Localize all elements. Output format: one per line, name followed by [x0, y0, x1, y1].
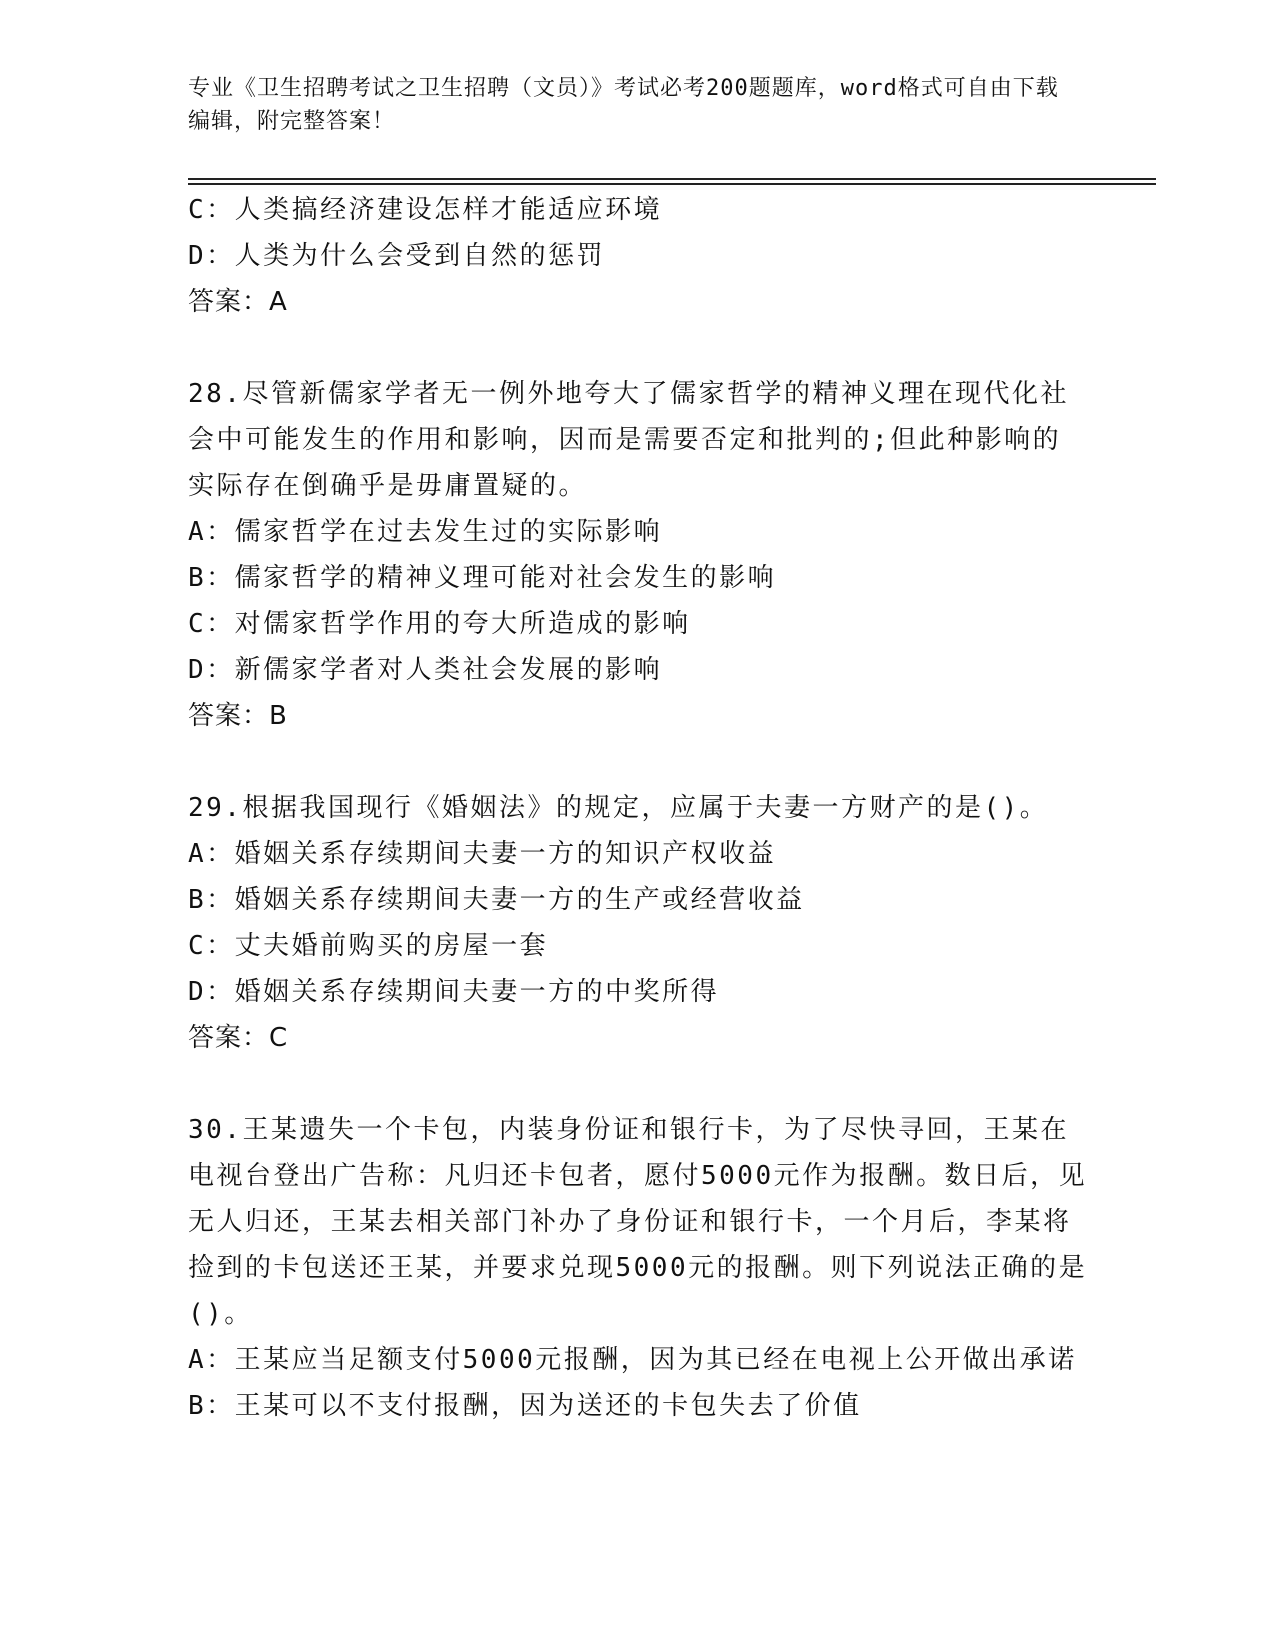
question-27 [188, 187, 1088, 325]
option-d: D：人类为什么会受到自然的惩罚 [188, 241, 606, 271]
option-a: A：王某应当足额支付5000元报酬，因为其已经在电视上公开做出承诺 [188, 1345, 1077, 1375]
question-stem: 29.根据我国现行《婚姻法》的规定，应属于夫妻一方财产的是()。 [188, 793, 1049, 823]
spacer [188, 739, 1088, 785]
option-d: D：新儒家学者对人类社会发展的影响 [188, 655, 663, 685]
option-b: B：王某可以不支付报酬，因为送还的卡包失去了价值 [188, 1391, 862, 1421]
question-stem: 28.尽管新儒家学者无一例外地夸大了儒家哲学的精神义理在现代化社会中可能发生的作用和影响，因而是需要否定和批判的;但此种影响的实际存在倒确乎是毋庸置疑的。 [188, 379, 1069, 501]
option-c: C：人类搞经济建设怎样才能适应环境 [188, 195, 663, 225]
question-30 [188, 1107, 1088, 1429]
option-a: A：婚姻关系存续期间夫妻一方的知识产权收益 [188, 839, 777, 869]
question-28 [188, 371, 1088, 739]
document-header: 专业《卫生招聘考试之卫生招聘（文员）》考试必考200题题库，word格式可自由下载编辑，附完整答案！ [188, 76, 1059, 134]
option-a: A：儒家哲学在过去发生过的实际影响 [188, 517, 663, 547]
option-c: C：对儒家哲学作用的夸大所造成的影响 [188, 609, 691, 639]
spacer [188, 1061, 1088, 1107]
option-b: B：儒家哲学的精神义理可能对社会发生的影响 [188, 563, 777, 593]
answer-line: 答案：B [188, 701, 288, 731]
answer-line: 答案：A [188, 287, 288, 317]
option-c: C：丈夫婚前购买的房屋一套 [188, 931, 549, 961]
header-divider-top [188, 178, 1156, 180]
question-list [188, 187, 1088, 1429]
header-divider-bottom [188, 183, 1156, 185]
spacer [188, 325, 1088, 371]
option-d: D：婚姻关系存续期间夫妻一方的中奖所得 [188, 977, 720, 1007]
option-b: B：婚姻关系存续期间夫妻一方的生产或经营收益 [188, 885, 805, 915]
answer-line: 答案：C [188, 1023, 289, 1053]
question-29 [188, 785, 1088, 1061]
question-stem: 30.王某遗失一个卡包，内装身份证和银行卡，为了尽快寻回，王某在电视台登出广告称：凡归还卡包者，愿付5000元作为报酬。数日后，见无人归还，王某去相关部门补办了身份证和银行卡，一个月后，李某将捡到的卡包送还王某，并要求兑现5000元的报酬。则下列说法正确的是()。 [188, 1115, 1088, 1329]
